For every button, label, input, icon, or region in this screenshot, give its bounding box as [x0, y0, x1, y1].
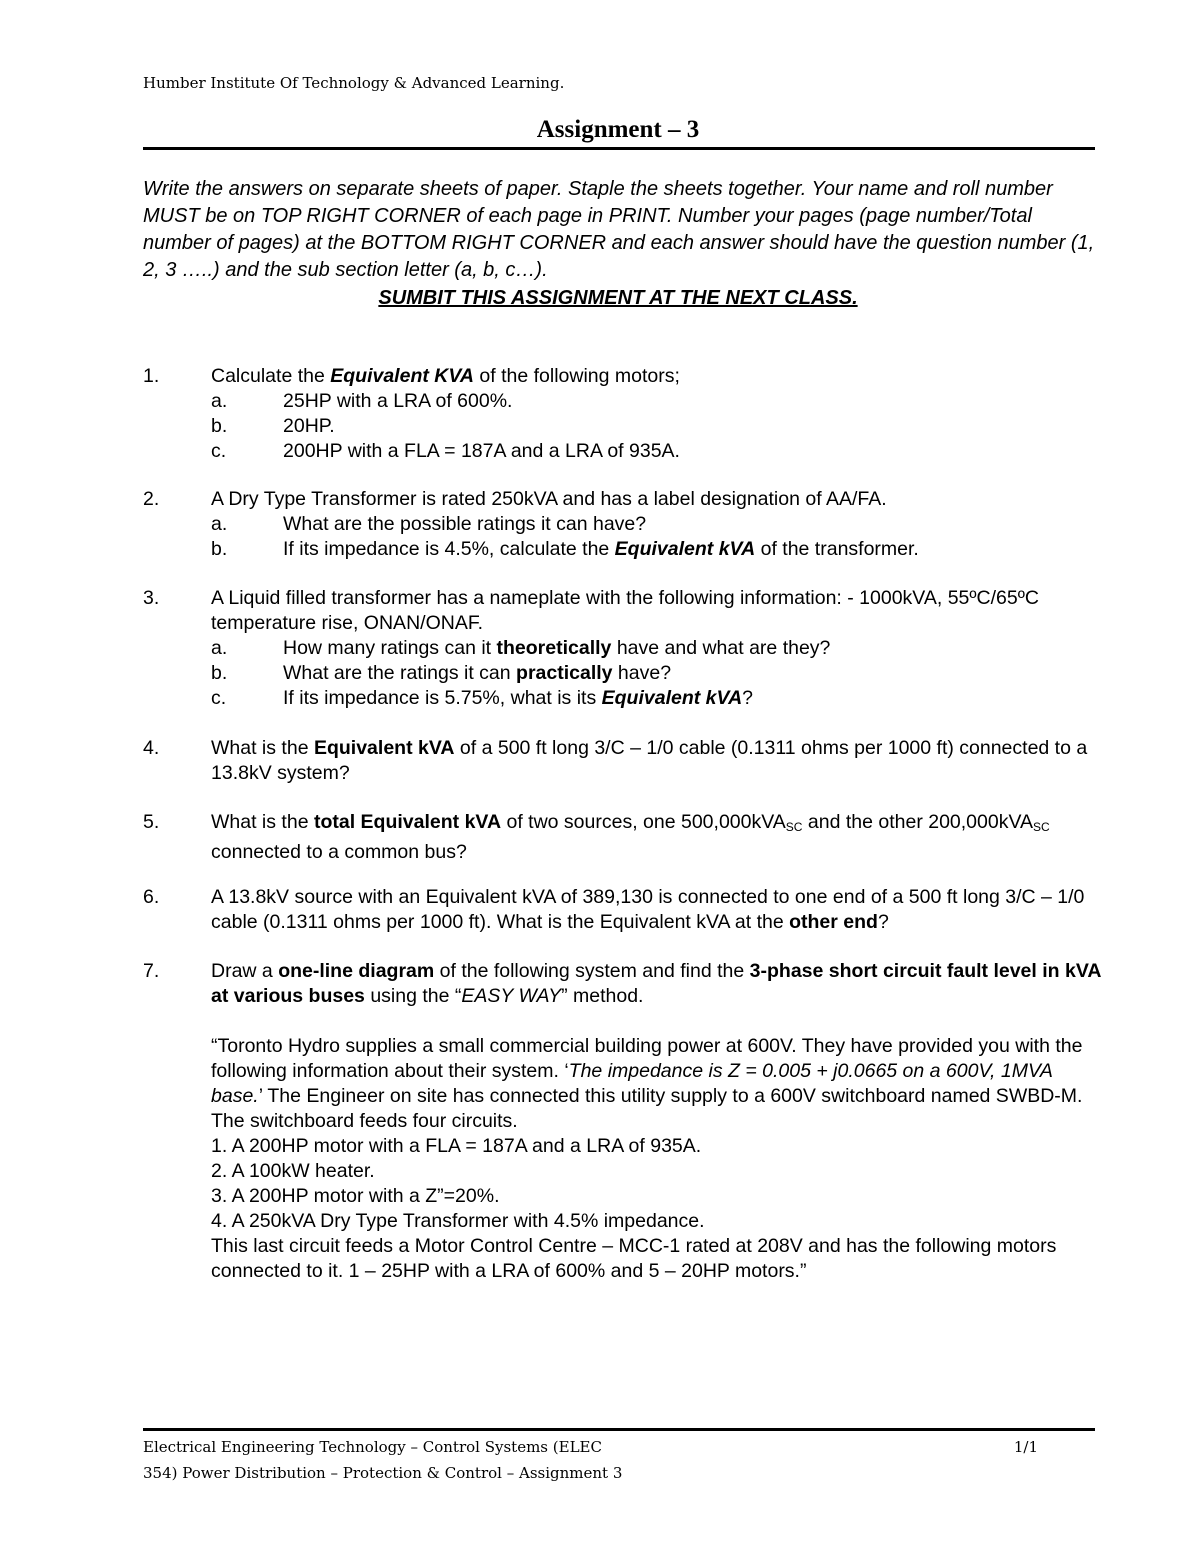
- question-text: A 13.8kV source with an Equivalent kVA of 389,130 is connected to one end of a 500 ft long 3/C – 1/0 cable (0.1311 ohms per 1000 ft). What is the Equivalent kVA at the other end?: [211, 886, 1085, 933]
- question-text: What is the Equivalent kVA of a 500 ft long 3/C – 1/0 cable (0.1311 ohms per 1000 ft) connected to a 13.8kV system?: [211, 737, 1088, 784]
- question-5: [143, 810, 1103, 865]
- footer-line-2: 354) Power Distribution – Protection & Control – Assignment 3: [143, 1464, 623, 1482]
- question-4: [143, 736, 1103, 786]
- footer-line-1: Electrical Engineering Technology – Control Systems (ELEC: [143, 1438, 602, 1456]
- question-1: [143, 364, 1103, 464]
- question-3: [143, 586, 1103, 711]
- question-number: 2.: [143, 488, 160, 510]
- sub-question-b: b. 20HP.: [211, 415, 335, 437]
- footer-divider: [143, 1428, 1095, 1431]
- sub-question-b: b. If its impedance is 4.5%, calculate the Equivalent kVA of the transformer.: [211, 538, 919, 560]
- sub-question-c: c. 200HP with a FLA = 187A and a LRA of 935A.: [211, 440, 680, 462]
- sub-question-a: a. How many ratings can it theoretically have and what are they?: [211, 637, 831, 659]
- circuit-item: 4. A 250kVA Dry Type Transformer with 4.5% impedance.: [211, 1210, 705, 1232]
- sub-question-c: c. If its impedance is 5.75%, what is its Equivalent kVA?: [211, 687, 754, 709]
- question-7: [143, 959, 1103, 1284]
- question-text: A Dry Type Transformer is rated 250kVA and has a label designation of AA/FA.: [211, 488, 887, 510]
- page-title: Assignment – 3: [536, 116, 700, 143]
- circuit-item: 2. A 100kW heater.: [211, 1160, 375, 1182]
- instructions-text: Write the answers on separate sheets of paper. Staple the sheets together. Your name and roll number MUST be on TOP RIGHT CORNER of each page in PRINT. Number your pages (page number/Total number of pages) at the BOTTOM RIGHT CORNER and each answer should have the question number (1, 2, 3 …..) and the sub section letter (a, b, c…).: [143, 178, 1095, 281]
- question-number: 4.: [143, 737, 160, 759]
- sub-question-b: b. What are the ratings it can practically have?: [211, 662, 672, 684]
- closing-text: This last circuit feeds a Motor Control Centre – MCC-1 rated at 208V and has the following motors connected to it. 1 – 25HP with a LRA of 600% and 5 – 20HP motors.”: [211, 1235, 1057, 1282]
- circuit-item: 1. A 200HP motor with a FLA = 187A and a LRA of 935A.: [211, 1135, 702, 1157]
- question-text: Calculate the Equivalent KVA of the following motors;: [211, 365, 680, 387]
- circuit-item: 3. A 200HP motor with a Z”=20%.: [211, 1185, 500, 1207]
- question-text: A Liquid filled transformer has a nameplate with the following information: - 1000kVA, 55ºC/65ºC temperature rise, ONAN/ONAF.: [211, 587, 1039, 634]
- question-number: 6.: [143, 886, 160, 908]
- question-number: 5.: [143, 811, 160, 833]
- institution-header: Humber Institute Of Technology & Advanced Learning.: [143, 74, 565, 92]
- submit-notice: SUMBIT THIS ASSIGNMENT AT THE NEXT CLASS.: [378, 287, 858, 309]
- question-number: 1.: [143, 365, 160, 387]
- page-number: 1/1: [1013, 1438, 1038, 1456]
- question-text: What is the total Equivalent kVA of two sources, one 500,000kVA$_{SC}$ and the other 200,000kVA$_{SC}$ connected to a common bus?: [211, 811, 1050, 863]
- question-text: Draw a one-line diagram of the following system and find the 3-phase short circuit fault level in kVA at various buses using the “EASY WAY” method.: [211, 960, 1101, 1007]
- page-footer: [143, 1434, 1098, 1486]
- scenario-text: “Toronto Hydro supplies a small commercial building power at 600V. They have provided you with the following information about their system. ‘The impedance is Z = 0.005 + j0.0665 on a 600V, 1MVA base.’ The Engineer on site has connected this utility supply to a 600V switchboard named SWBD-M. The switchboard feeds four circuits.: [211, 1035, 1083, 1132]
- question-number: 3.: [143, 587, 160, 609]
- title-divider: [143, 147, 1095, 150]
- sub-question-a: a. 25HP with a LRA of 600%.: [211, 390, 513, 412]
- question-number: 7.: [143, 960, 160, 982]
- sub-question-a: a. What are the possible ratings it can have?: [211, 513, 647, 535]
- question-6: [143, 885, 1103, 935]
- question-2: [143, 487, 1103, 562]
